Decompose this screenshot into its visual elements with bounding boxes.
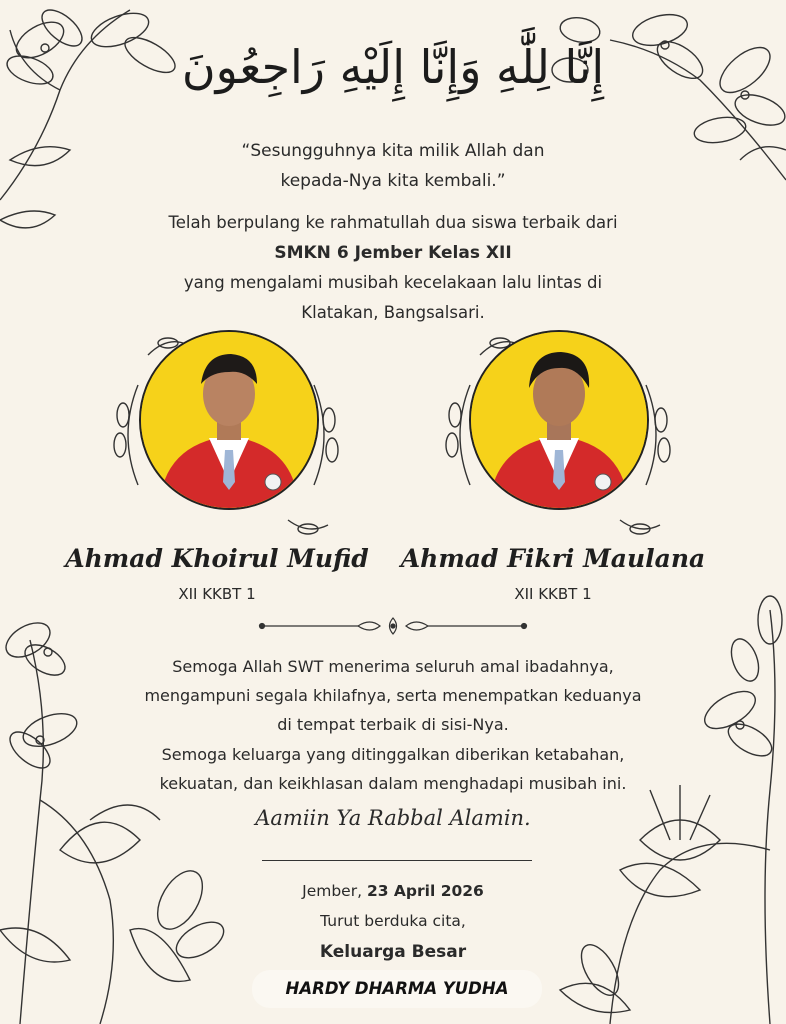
school-name: SMKN 6 Jember Kelas XII xyxy=(274,243,512,263)
place: Jember, xyxy=(302,882,363,900)
prayer-text-1 xyxy=(0,652,786,739)
student-portrait-2 xyxy=(471,332,647,508)
prayer-line-3: di tempat terbaik di sisi-Nya. xyxy=(277,715,509,734)
family-label: Keluarga Besar xyxy=(319,942,467,962)
student-photo-2 xyxy=(469,330,649,510)
prayer-text-2 xyxy=(0,740,786,798)
prayer-line-4: Semoga keluarga yang ditinggalkan diberikan ketabahan, xyxy=(161,745,625,764)
student-name-2: Ahmad Fikri Maulana xyxy=(400,544,706,573)
quote-line-2: kepada-Nya kita kembali.” xyxy=(280,171,506,191)
separator-line xyxy=(262,860,532,861)
sender-name: HARDY DHARMA YUDHA xyxy=(252,970,542,1008)
date: 23 April 2026 xyxy=(366,882,484,900)
aamiin-text: Aamiin Ya Rabbal Alamin. xyxy=(255,806,531,830)
condolence-text: Turut berduka cita, xyxy=(320,912,466,930)
student-class-2: XII KKBT 1 xyxy=(514,585,592,603)
place-date xyxy=(0,876,786,906)
prayer-line-5: kekuatan, dan keikhlasan dalam menghadapi musibah ini. xyxy=(159,774,627,793)
quote-line-1: “Sesungguhnya kita milik Allah dan xyxy=(241,141,545,161)
announcement-text xyxy=(0,208,786,328)
closing-block xyxy=(0,876,786,936)
announcement-line-1: Telah berpulang ke rahmatullah dua siswa terbaik dari xyxy=(168,213,618,232)
prayer-line-2: mengampuni segala khilafnya, serta menempatkan keduanya xyxy=(144,686,642,705)
prayer-line-1: Semoga Allah SWT menerima seluruh amal ibadahnya, xyxy=(172,657,614,676)
quote-text xyxy=(0,136,786,196)
student-class-1: XII KKBT 1 xyxy=(178,585,256,603)
announcement-line-3: yang mengalami musibah kecelakaan lalu lintas di xyxy=(183,273,603,292)
student-portrait-1 xyxy=(141,332,317,508)
arabic-verse: إِنَّا لِلَّٰهِ وَإِنَّا إِلَيْهِ رَاجِعُونَ xyxy=(181,40,605,94)
student-name-1: Ahmad Khoirul Mufid xyxy=(65,544,369,573)
ornament-divider xyxy=(258,616,528,636)
announcement-line-4: Klatakan, Bangsalsari. xyxy=(301,303,485,322)
student-photo-1 xyxy=(139,330,319,510)
